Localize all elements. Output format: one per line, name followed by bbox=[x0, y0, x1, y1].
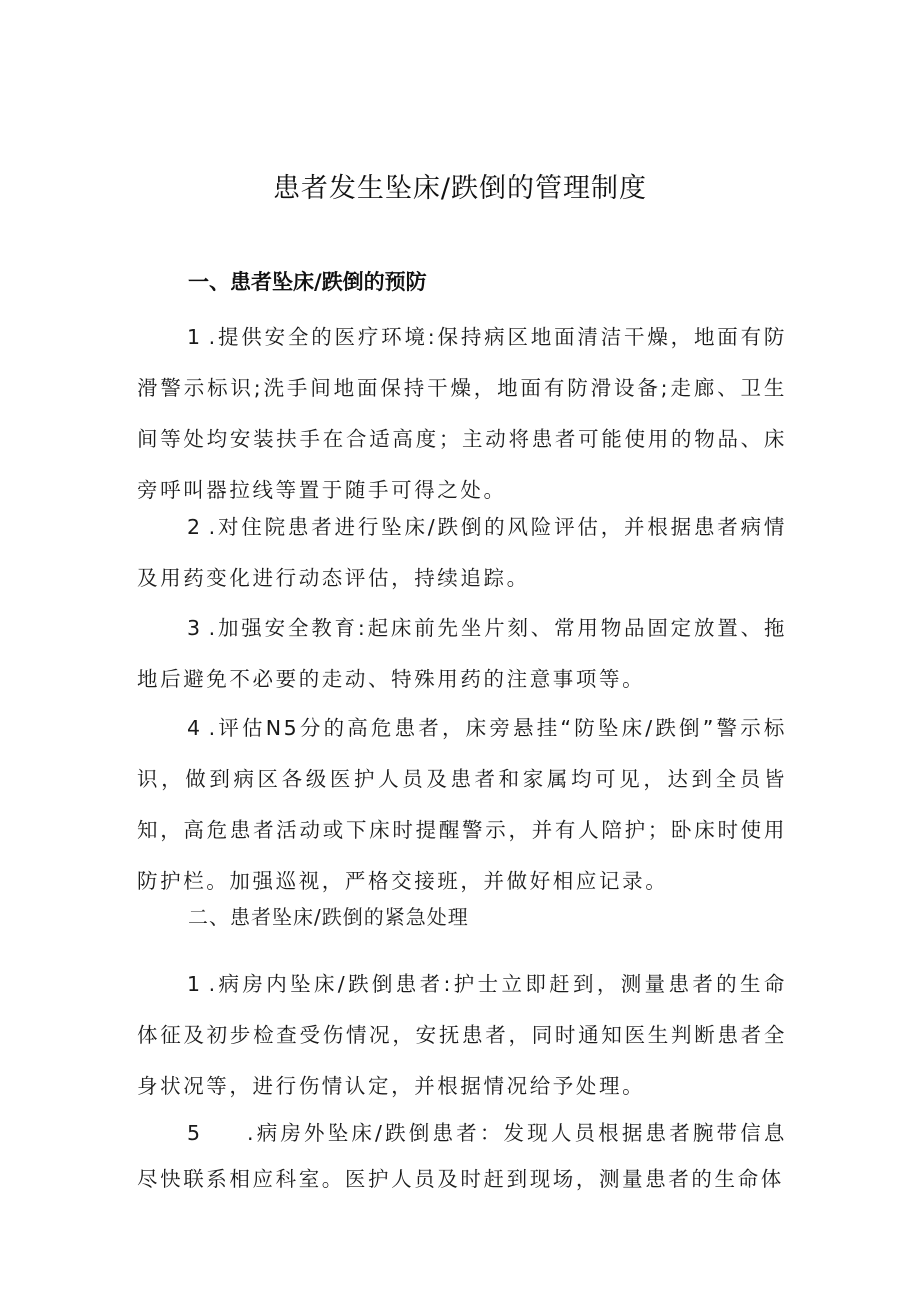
document-title: 患者发生坠床/跌倒的管理制度 bbox=[272, 173, 648, 204]
emergency-item-2 bbox=[137, 1110, 787, 1202]
item-text: .加强安全教育:起床前先坐片刻、常用物品固定放置、拖地后避免不必要的走动、特殊用药的注意事项等。 bbox=[137, 616, 787, 691]
item-number: 1 bbox=[187, 325, 203, 349]
prevention-item-2 bbox=[137, 502, 787, 604]
item-text: .提供安全的医疗环境:保持病区地面清洁干燥，地面有防滑警示标识;洗手间地面保持干燥，地面有防滑设备;走廊、卫生间等处均安装扶手在合适高度；主动将患者可能使用的物品、床旁呼叫器拉线等置于随手可得之处。 bbox=[137, 325, 787, 502]
item-number: 4 bbox=[187, 716, 203, 740]
section-heading-prevention: 一、患者坠床/跌倒的预防 bbox=[188, 270, 427, 294]
item-text: .病房内坠床/跌倒患者:护士立即赶到，测量患者的生命体征及初步检查受伤情况，安抚患者，同时通知医生判断患者全身状况等，进行伤情认定，并根据情况给予处理。 bbox=[137, 972, 787, 1098]
item-number: 1 bbox=[187, 972, 203, 996]
prevention-item-1 bbox=[137, 312, 787, 516]
prevention-item-3 bbox=[137, 603, 787, 705]
item-number: 3 bbox=[187, 616, 203, 640]
emergency-item-1 bbox=[137, 959, 787, 1112]
item-text: .病房外坠床/跌倒患者：发现人员根据患者腕带信息尽快联系相应科室。医护人员及时赶到现场，测量患者的生命体 bbox=[137, 1121, 787, 1191]
item-text: .对住院患者进行坠床/跌倒的风险评估，并根据患者病情及用药变化进行动态评估，持续追踪。 bbox=[137, 515, 787, 590]
prevention-item-4 bbox=[137, 703, 787, 907]
section-heading-emergency: 二、患者坠床/跌倒的紧急处理 bbox=[188, 905, 469, 929]
item-text: .评估N5分的高危患者，床旁悬挂“防坠床/跌倒”警示标识，做到病区各级医护人员及患者和家属均可见，达到全员皆知，高危患者活动或下床时提醒警示，并有人陪护；卧床时使用防护栏。加强巡视，严格交接班，并做好相应记录。 bbox=[137, 716, 787, 893]
item-number: 5 bbox=[187, 1121, 203, 1145]
item-number: 2 bbox=[187, 515, 203, 539]
